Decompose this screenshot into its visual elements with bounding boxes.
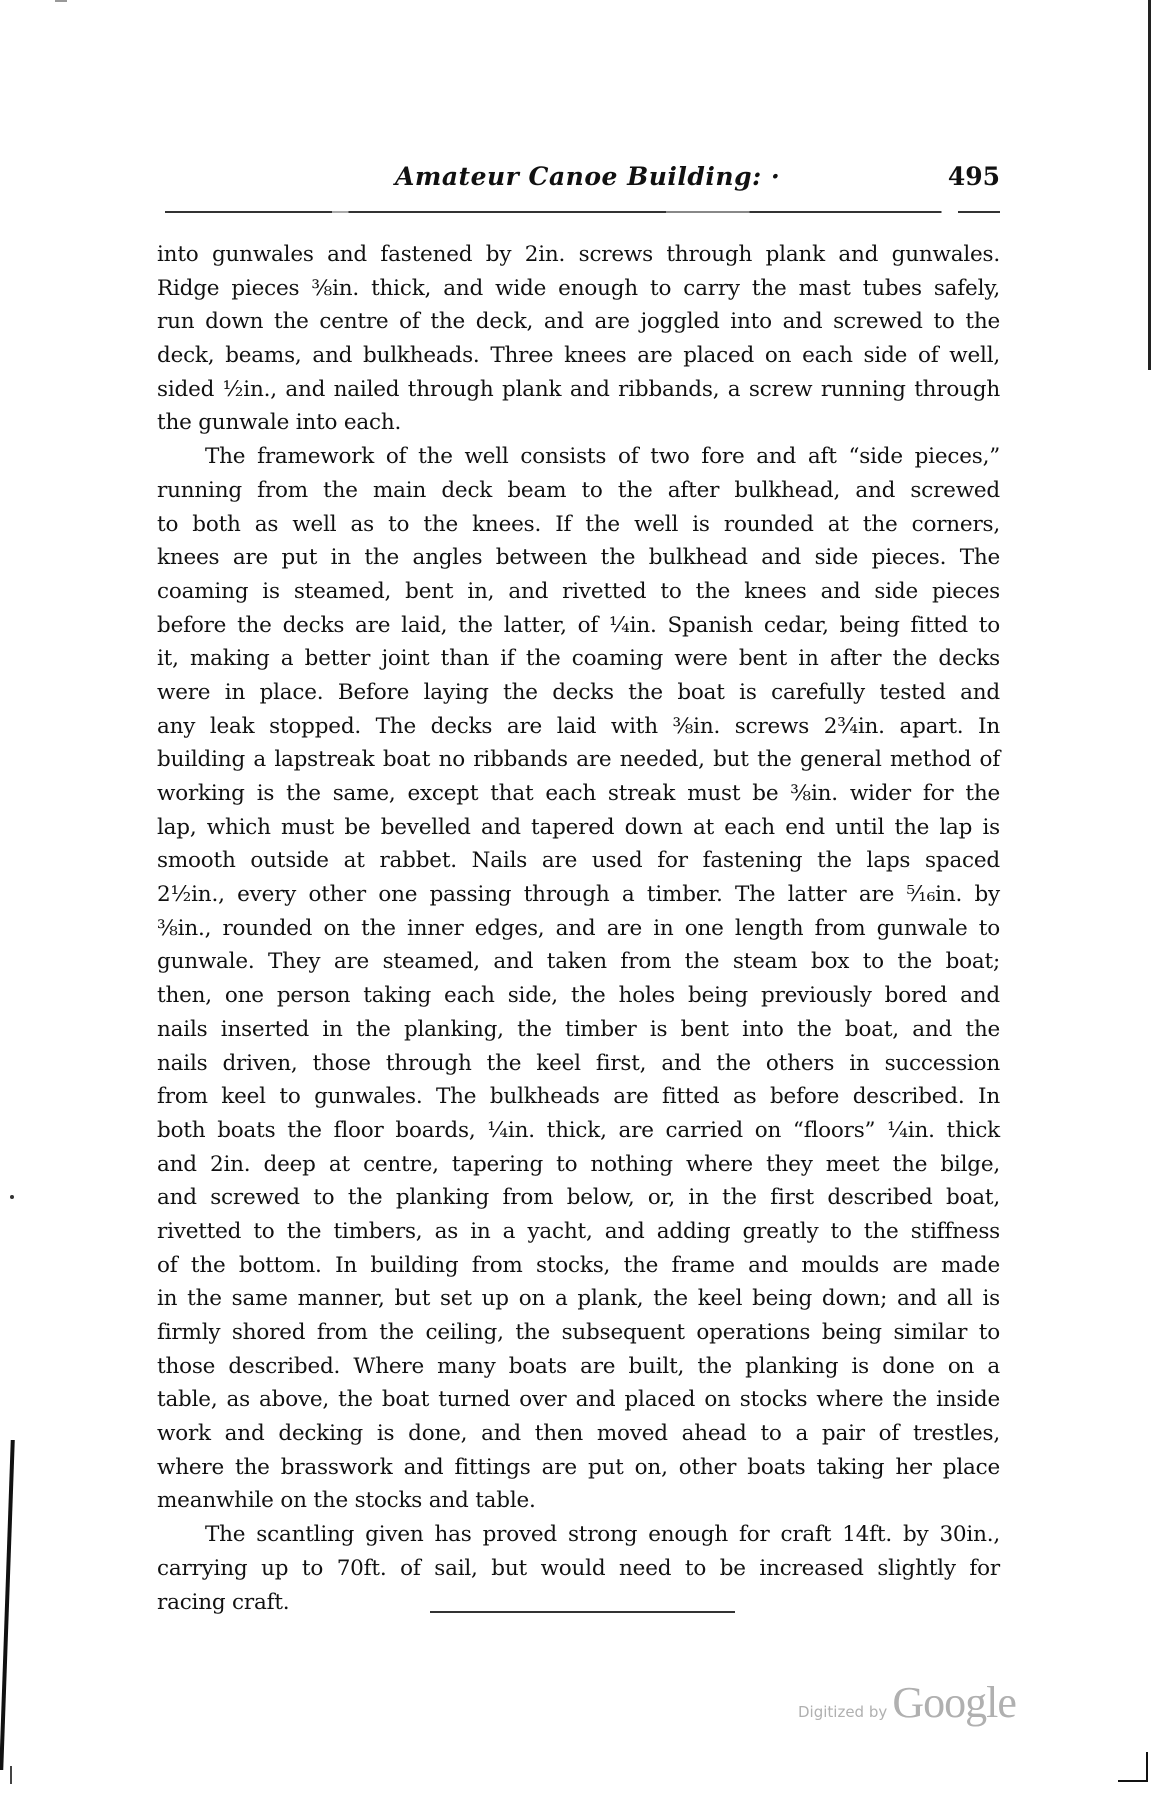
text-line: firmly shored from the ceiling, the subsequent operations being similar to <box>157 1320 1000 1345</box>
text-line: run down the centre of the deck, and are joggled into and screwed to the <box>157 309 1000 335</box>
text-line: smooth outside at rabbet. Nails are used for fastening the laps spaced <box>157 848 1000 874</box>
scan-artifact <box>10 1766 12 1784</box>
paragraph <box>157 440 1000 1518</box>
page-edge-right <box>1148 0 1151 370</box>
text-line: knees are put in the angles between the bulkhead and side pieces. The <box>157 545 1000 571</box>
header-rule <box>165 211 1000 213</box>
text-line: from keel to gunwales. The bulkheads are fitted as before described. In <box>157 1084 1000 1110</box>
google-watermark <box>798 1677 1016 1728</box>
text-line: sided ½in., and nailed through plank and ribbands, a screw running through <box>157 376 1000 402</box>
text-line: deck, beams, and bulkheads. Three knees are placed on each side of well, <box>157 343 1000 369</box>
text-line: gunwale. They are steamed, and taken from the steam box to the boat; <box>157 949 1000 975</box>
text-line: The scantling given has proved strong enough for craft 14ft. by 30in., <box>205 1522 1000 1548</box>
text-line: then, one person taking each side, the holes being previously bored and <box>157 983 1000 1009</box>
crop-mark <box>1146 1752 1148 1782</box>
text-line: running from the main deck beam to the after bulkhead, and screwed <box>157 477 1000 503</box>
text-line: the gunwale into each. <box>157 410 402 436</box>
text-line: working is the same, except that each streak must be ⅜in. wider for the <box>157 781 1000 806</box>
body-text <box>157 238 1000 1619</box>
text-line: lap, which must be bevelled and tapered down at each end until the lap is <box>157 814 1000 840</box>
section-end-rule <box>430 1611 735 1613</box>
text-line: 2½in., every other one passing through a timber. The latter are ⁵⁄₁₆in. by <box>157 882 1000 908</box>
running-title: Amateur Canoe Building: · <box>395 162 781 191</box>
text-line: The framework of the well consists of two fore and aft “side pieces,” <box>205 444 1000 470</box>
text-line: racing craft. <box>157 1589 290 1615</box>
text-line: coaming is steamed, bent in, and rivetted to the knees and side pieces <box>157 578 1000 604</box>
text-line: carrying up to 70ft. of sail, but would need to be increased slightly for <box>157 1555 1000 1581</box>
text-line: of the bottom. In building from stocks, the frame and moulds are made <box>157 1252 1000 1278</box>
text-line: and screwed to the planking from below, or, in the first described boat, <box>157 1185 1000 1211</box>
text-line: nails inserted in the planking, the timber is bent into the boat, and the <box>157 1016 1000 1042</box>
scan-artifact <box>10 1195 14 1199</box>
text-line: in the same manner, but set up on a plank, the keel being down; and all is <box>157 1286 1000 1312</box>
page-edge-left <box>0 1440 15 1770</box>
text-line: meanwhile on the stocks and table. <box>157 1488 536 1514</box>
text-line: work and decking is done, and then moved ahead to a pair of trestles, <box>157 1421 1000 1447</box>
text-line: ⅜in., rounded on the inner edges, and are in one length from gunwale to <box>157 915 1000 941</box>
text-line: and 2in. deep at centre, tapering to nothing where they meet the bilge, <box>157 1151 1000 1177</box>
text-line: into gunwales and fastened by 2in. screws through plank and gunwales. <box>157 242 1000 267</box>
text-line: Ridge pieces ⅜in. thick, and wide enough to carry the mast tubes safely, <box>157 275 1000 301</box>
google-logo: Google <box>892 1678 1016 1727</box>
text-line: it, making a better joint than if the coaming were bent in after the decks <box>157 646 1000 672</box>
paragraph <box>157 1518 1000 1619</box>
text-line: building a lapstreak boat no ribbands are needed, but the general method of <box>157 747 1000 773</box>
page-header <box>155 162 1000 206</box>
paragraph <box>157 238 1000 440</box>
text-line: both boats the floor boards, ¼in. thick, are carried on “floors” ¼in. thick <box>157 1117 1000 1143</box>
scan-artifact <box>55 0 67 2</box>
text-line: to both as well as to the knees. If the well is rounded at the corners, <box>157 511 1000 537</box>
text-line: table, as above, the boat turned over and placed on stocks where the inside <box>157 1387 1000 1413</box>
text-line: those described. Where many boats are built, the planking is done on a <box>157 1353 1000 1379</box>
text-line: were in place. Before laying the decks the boat is carefully tested and <box>157 679 1000 705</box>
text-line: nails driven, those through the keel first, and the others in succession <box>157 1050 1000 1076</box>
text-line: any leak stopped. The decks are laid with ⅜in. screws 2¾in. apart. In <box>157 713 1000 739</box>
watermark-prefix: Digitized by <box>798 1703 888 1721</box>
text-line: rivetted to the timbers, as in a yacht, and adding greatly to the stiffness <box>157 1218 1000 1244</box>
page-number: 495 <box>947 162 1000 191</box>
text-line: before the decks are laid, the latter, of ¼in. Spanish cedar, being fitted to <box>157 612 1000 638</box>
text-line: where the brasswork and fittings are put on, other boats taking her place <box>157 1454 1000 1480</box>
crop-mark <box>1118 1780 1148 1782</box>
